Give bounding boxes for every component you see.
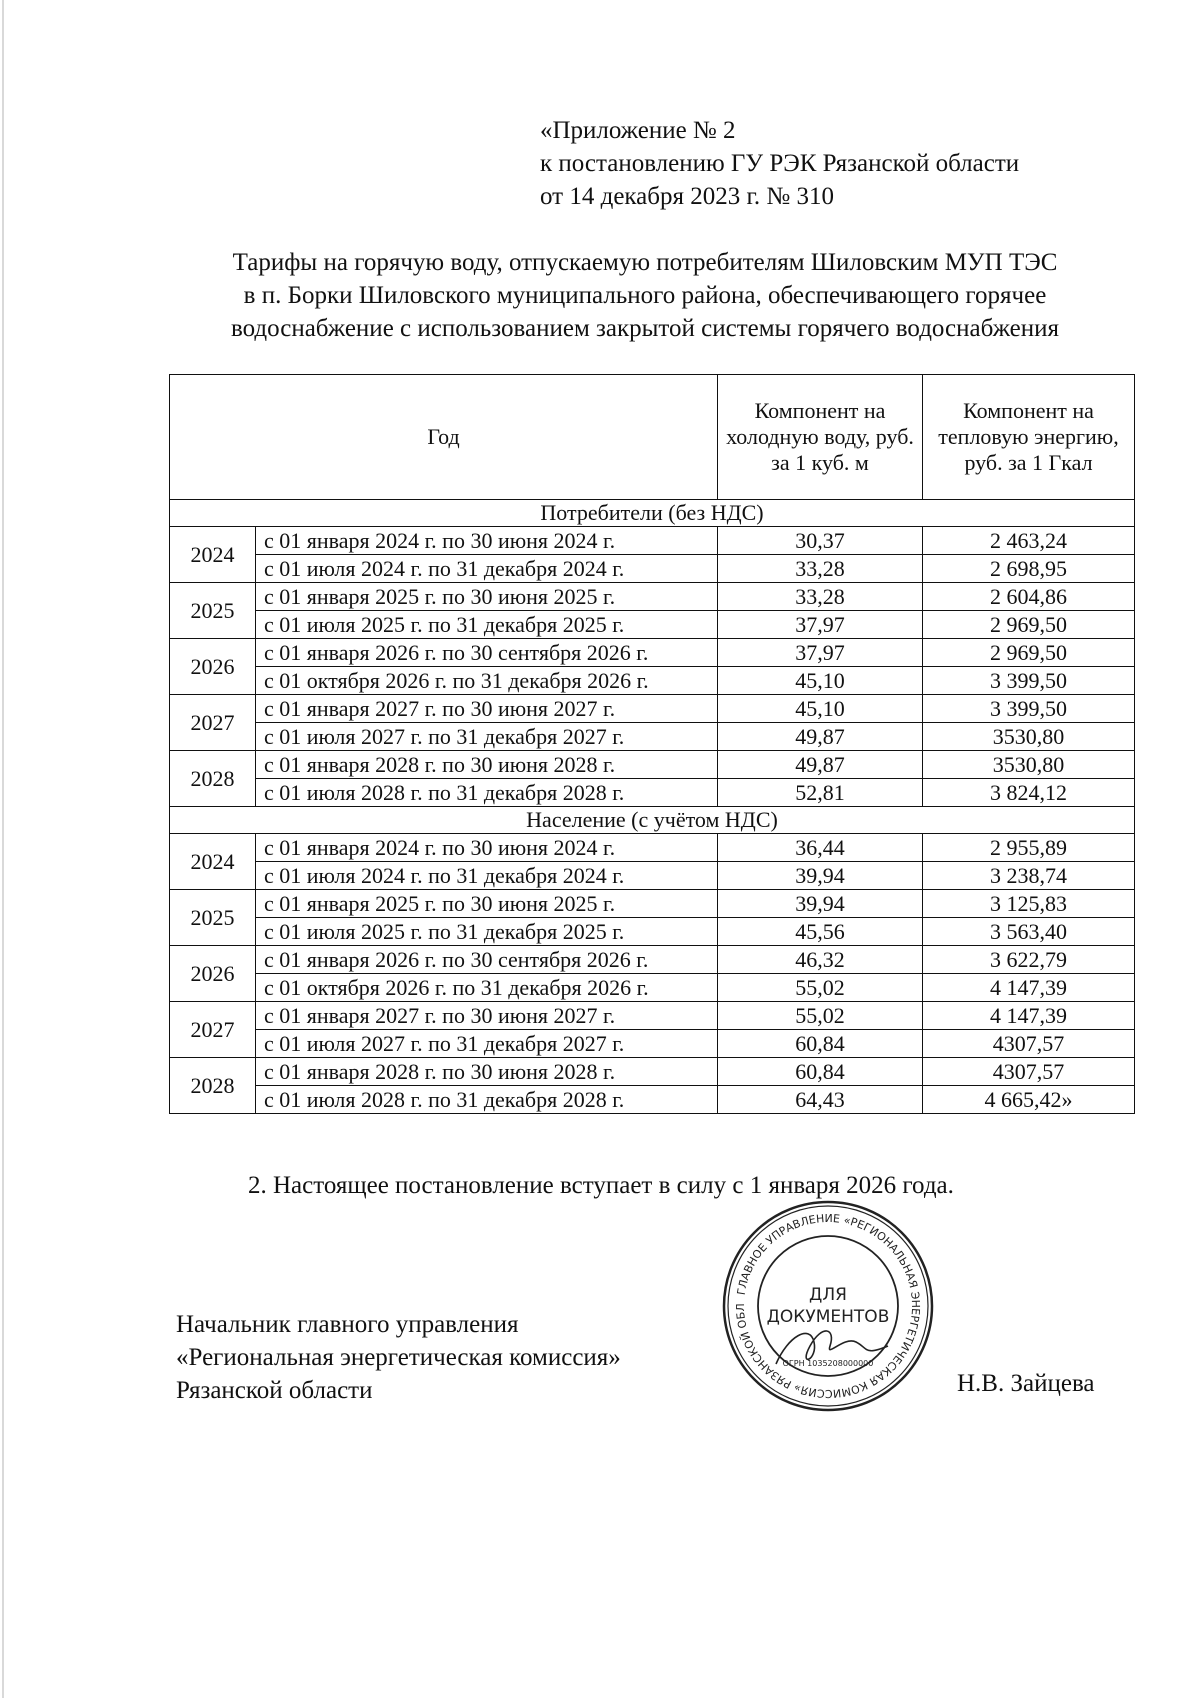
section-header-row (170, 807, 1135, 834)
signer-name: Н.В. Зайцева (957, 1370, 1095, 1397)
stamp-inner-ring (758, 1236, 898, 1376)
heat-energy-cell: 2 969,50 (923, 611, 1135, 639)
year-cell: 2024 (170, 834, 256, 890)
table-row (170, 583, 1135, 611)
period-cell: с 01 июля 2024 г. по 31 декабря 2024 г. (256, 555, 718, 583)
heat-energy-cell: 3 622,79 (923, 946, 1135, 974)
table-row (170, 723, 1135, 751)
period-cell: с 01 января 2026 г. по 30 сентября 2026 г. (256, 639, 718, 667)
heat-energy-cell: 3 125,83 (923, 890, 1135, 918)
heat-energy-cell: 4 147,39 (923, 1002, 1135, 1030)
official-stamp (718, 1196, 938, 1416)
heat-energy-cell: 3 238,74 (923, 862, 1135, 890)
year-cell: 2025 (170, 583, 256, 639)
heat-energy-cell: 2 969,50 (923, 639, 1135, 667)
header-year: Год (170, 375, 718, 500)
cold-water-cell: 37,97 (718, 639, 923, 667)
period-cell: с 01 октября 2026 г. по 31 декабря 2026 г. (256, 974, 718, 1002)
table-row (170, 1030, 1135, 1058)
table-row (170, 918, 1135, 946)
period-cell: с 01 января 2027 г. по 30 июня 2027 г. (256, 695, 718, 723)
year-cell: 2024 (170, 527, 256, 583)
year-cell: 2027 (170, 695, 256, 751)
stamp-outer-ring (724, 1202, 932, 1410)
period-cell: с 01 июля 2028 г. по 31 декабря 2028 г. (256, 779, 718, 807)
heat-energy-cell: 2 698,95 (923, 555, 1135, 583)
cold-water-cell: 39,94 (718, 890, 923, 918)
table-row (170, 527, 1135, 555)
table-row (170, 639, 1135, 667)
cold-water-cell: 39,94 (718, 862, 923, 890)
stamp-center-line: ДОКУМЕНТОВ (766, 1307, 890, 1327)
cold-water-cell: 45,10 (718, 695, 923, 723)
heat-energy-cell: 2 604,86 (923, 583, 1135, 611)
cold-water-cell: 46,32 (718, 946, 923, 974)
table-row (170, 946, 1135, 974)
table-row (170, 974, 1135, 1002)
heat-energy-cell: 3 399,50 (923, 695, 1135, 723)
title-line: водоснабжение с использованием закрытой системы горячего водоснабжения (230, 315, 1060, 342)
period-cell: с 01 июля 2027 г. по 31 декабря 2027 г. (256, 1030, 718, 1058)
annex-reference: к постановлению ГУ РЭК Рязанской области (540, 150, 1020, 177)
heat-energy-cell: 3530,80 (923, 723, 1135, 751)
period-cell: с 01 января 2025 г. по 30 июня 2025 г. (256, 583, 718, 611)
year-cell: 2028 (170, 751, 256, 807)
heat-energy-cell: 3 563,40 (923, 918, 1135, 946)
cold-water-cell: 60,84 (718, 1058, 923, 1086)
table-row (170, 667, 1135, 695)
period-cell: с 01 января 2025 г. по 30 июня 2025 г. (256, 890, 718, 918)
scan-margin-line (2, 0, 4, 1698)
period-cell: с 01 июля 2024 г. по 31 декабря 2024 г. (256, 862, 718, 890)
period-cell: с 01 января 2027 г. по 30 июня 2027 г. (256, 1002, 718, 1030)
signer-title: Начальник главного управления (176, 1311, 519, 1338)
cold-water-cell: 45,56 (718, 918, 923, 946)
period-cell: с 01 января 2028 г. по 30 июня 2028 г. (256, 1058, 718, 1086)
cold-water-cell: 55,02 (718, 1002, 923, 1030)
effective-date-clause: 2. Настоящее постановление вступает в силу с 1 января 2026 года. (248, 1172, 954, 1199)
cold-water-cell: 55,02 (718, 974, 923, 1002)
cold-water-cell: 64,43 (718, 1086, 923, 1114)
heat-energy-cell: 4 665,42» (923, 1086, 1135, 1114)
heat-energy-cell: 4 147,39 (923, 974, 1135, 1002)
table-row (170, 1058, 1135, 1086)
signer-organization: «Региональная энергетическая комиссия» (176, 1344, 621, 1371)
table-row (170, 695, 1135, 723)
cold-water-cell: 60,84 (718, 1030, 923, 1058)
table-row (170, 751, 1135, 779)
period-cell: с 01 января 2024 г. по 30 июня 2024 г. (256, 527, 718, 555)
heat-energy-cell: 3 824,12 (923, 779, 1135, 807)
table-row (170, 1086, 1135, 1114)
annex-date: от 14 декабря 2023 г. № 310 (540, 183, 835, 210)
year-cell: 2027 (170, 1002, 256, 1058)
table-row (170, 834, 1135, 862)
stamp-ring-text: ГЛАВНОЕ УПРАВЛЕНИЕ «РЕГИОНАЛЬНАЯ ЭНЕРГЕТИЧЕСКАЯ КОМИССИЯ» РЯЗАНСКОЙ ОБЛ (733, 1211, 923, 1401)
period-cell: с 01 июля 2027 г. по 31 декабря 2027 г. (256, 723, 718, 751)
cold-water-cell: 33,28 (718, 555, 923, 583)
cold-water-cell: 30,37 (718, 527, 923, 555)
document-title (150, 246, 1140, 345)
table-row (170, 1002, 1135, 1030)
cold-water-cell: 37,97 (718, 611, 923, 639)
period-cell: с 01 июля 2025 г. по 31 декабря 2025 г. (256, 611, 718, 639)
cold-water-cell: 36,44 (718, 834, 923, 862)
year-cell: 2026 (170, 639, 256, 695)
period-cell: с 01 октября 2026 г. по 31 декабря 2026 г. (256, 667, 718, 695)
cold-water-cell: 33,28 (718, 583, 923, 611)
stamp-seal (718, 1196, 938, 1416)
header-heat-energy: Компонент на тепловую энергию, руб. за 1 Гкал (923, 375, 1135, 500)
signer-block (176, 1308, 621, 1407)
period-cell: с 01 июля 2028 г. по 31 декабря 2028 г. (256, 1086, 718, 1114)
period-cell: с 01 января 2028 г. по 30 июня 2028 г. (256, 751, 718, 779)
table-row (170, 890, 1135, 918)
table-header-row (170, 375, 1135, 500)
period-cell: с 01 июля 2025 г. по 31 декабря 2025 г. (256, 918, 718, 946)
year-cell: 2025 (170, 890, 256, 946)
table-row (170, 779, 1135, 807)
heat-energy-cell: 2 463,24 (923, 527, 1135, 555)
year-cell: 2026 (170, 946, 256, 1002)
section-header-row (170, 500, 1135, 527)
heat-energy-cell: 3530,80 (923, 751, 1135, 779)
header-cold-water: Компонент на холодную воду, руб. за 1 куб. м (718, 375, 923, 500)
stamp-ogrn: ОГРН 1035208000000 (782, 1359, 874, 1368)
cold-water-cell: 52,81 (718, 779, 923, 807)
cold-water-cell: 49,87 (718, 723, 923, 751)
cold-water-cell: 49,87 (718, 751, 923, 779)
heat-energy-cell: 3 399,50 (923, 667, 1135, 695)
heat-energy-cell: 2 955,89 (923, 834, 1135, 862)
table-row (170, 555, 1135, 583)
section-label: Потребители (без НДС) (170, 500, 1135, 527)
heat-energy-cell: 4307,57 (923, 1058, 1135, 1086)
section-label: Население (с учётом НДС) (170, 807, 1135, 834)
period-cell: с 01 января 2024 г. по 30 июня 2024 г. (256, 834, 718, 862)
signer-region: Рязанской области (176, 1377, 373, 1404)
table-row (170, 862, 1135, 890)
annex-number: «Приложение № 2 (540, 117, 736, 144)
title-line: в п. Борки Шиловского муниципального района, обеспечивающего горячее (243, 282, 1047, 309)
title-line: Тарифы на горячую воду, отпускаемую потребителям Шиловским МУП ТЭС (232, 249, 1058, 276)
year-cell: 2028 (170, 1058, 256, 1114)
tariff-table (169, 374, 1135, 1114)
table-row (170, 611, 1135, 639)
period-cell: с 01 января 2026 г. по 30 сентября 2026 г. (256, 946, 718, 974)
annex-header (540, 114, 1019, 213)
cold-water-cell: 45,10 (718, 667, 923, 695)
stamp-center-line: ДЛЯ (809, 1285, 847, 1305)
heat-energy-cell: 4307,57 (923, 1030, 1135, 1058)
